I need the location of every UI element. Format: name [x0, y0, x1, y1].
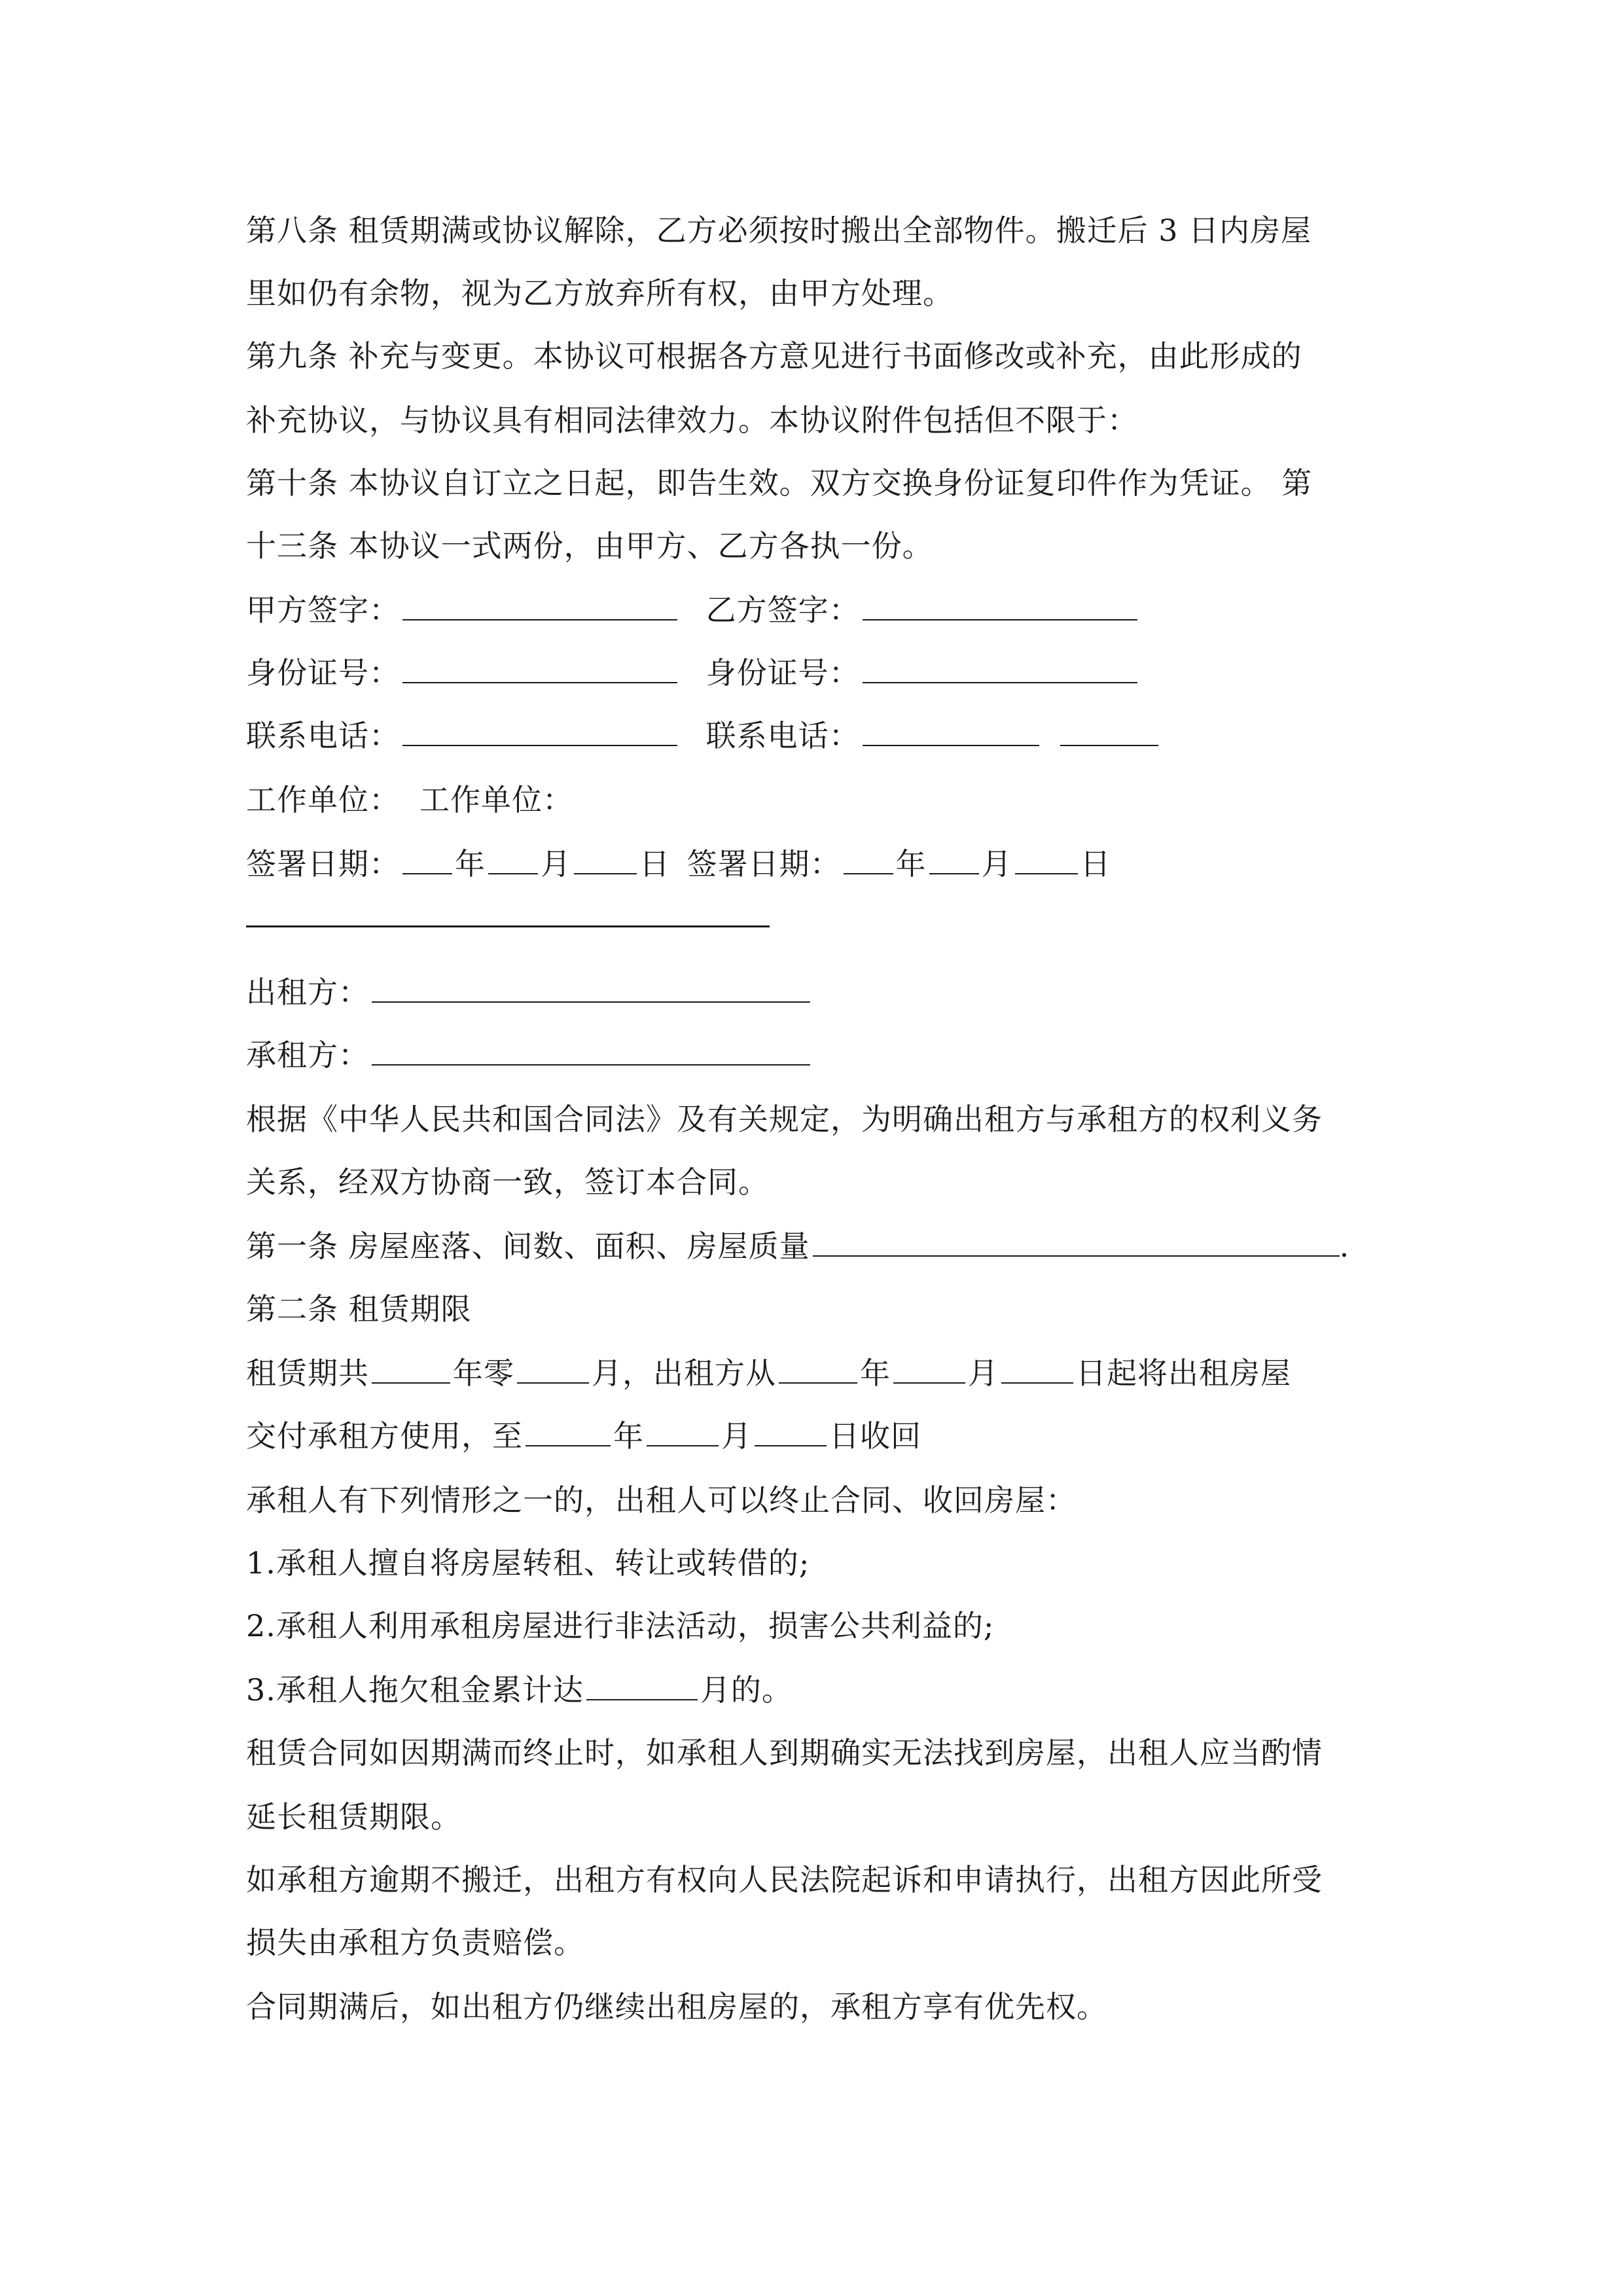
day-label: 日: [639, 846, 670, 882]
lessee-line: [372, 1035, 810, 1066]
party-a-work-label: 工作单位：: [246, 782, 400, 817]
lessee-label: 承租方：: [246, 1037, 369, 1073]
year-label: 年: [895, 846, 927, 882]
extend-line-2: 延长租赁期限。: [246, 1799, 461, 1835]
priority-line: 合同期满后，如出租方仍继续出租房屋的，承租方享有优先权。: [246, 1989, 1107, 2024]
signature-row: [246, 590, 1140, 630]
party-b-signature-label: 乙方签字：: [705, 592, 860, 628]
item-3-text: 3.承租人拖欠租金累计达: [246, 1672, 584, 1708]
party-b-signature-line: [863, 590, 1137, 620]
party-b-day-blank: [1015, 844, 1078, 874]
article-9-line-1: 第九条 补充与变更。本协议可根据各方意见进行书面修改或补充，由此形成的: [246, 338, 1302, 374]
term-text-4: 年: [860, 1355, 891, 1391]
party-a-month-blank: [488, 844, 538, 874]
month-label: 月: [981, 846, 1012, 882]
term-text-2: 年零: [453, 1355, 514, 1391]
term2-text-3: 月: [721, 1418, 752, 1454]
section-divider: [246, 925, 770, 927]
id-number-row: [246, 653, 1140, 692]
party-a-phone-line: [402, 716, 677, 746]
article-9-line-2: 补充协议，与协议具有相同法律效力。本协议附件包括但不限于：: [246, 403, 1138, 438]
term-months-blank: [517, 1354, 589, 1384]
party-b-phone-line: [863, 716, 1039, 746]
start-month-blank: [893, 1354, 965, 1384]
article-1-text: 第一条 房屋座落、间数、面积、房屋质量: [246, 1229, 810, 1264]
term-text-1: 租赁期共: [246, 1355, 369, 1391]
term-line-1: [246, 1354, 1291, 1393]
extend-line-1: 租赁合同如因期满而终止时，如承租人到期确实无法找到房屋，出租人应当酌情: [246, 1735, 1323, 1770]
lessee-row: [246, 1035, 813, 1075]
term2-text-1: 交付承租方使用，至: [246, 1418, 523, 1454]
article-8-line-1: 第八条 租赁期满或协议解除，乙方必须按时搬出全部物件。搬迁后 3 日内房屋: [246, 213, 1312, 248]
term-text-5: 月: [968, 1355, 999, 1391]
term-line-2: [246, 1416, 921, 1456]
terminate-item-1: 1.承租人擅自将房屋转租、转让或转借的;: [246, 1545, 810, 1581]
lessor-label: 出租方：: [246, 975, 369, 1010]
terminate-intro: 承租人有下列情形之一的，出租人可以终止合同、收回房屋：: [246, 1482, 1077, 1518]
end-year-blank: [526, 1416, 611, 1446]
party-b-id-label: 身份证号：: [705, 655, 860, 691]
lessor-line: [372, 973, 810, 1003]
article-1-line: [813, 1227, 1340, 1257]
term-text-3: 月，出租方从: [592, 1355, 776, 1391]
start-year-blank: [779, 1354, 857, 1384]
arrears-months-blank: [586, 1670, 698, 1700]
phone-row: [246, 716, 1161, 755]
party-b-year-blank: [844, 844, 893, 874]
article-1-period: .: [1339, 1229, 1350, 1264]
party-a-id-label: 身份证号：: [246, 655, 400, 691]
party-b-id-line: [863, 653, 1137, 683]
article-1-row: [246, 1227, 1349, 1266]
overdue-line-1: 如承租方逾期不搬迁，出租方有权向人民法院起诉和申请执行，出租方因此所受: [246, 1862, 1323, 1897]
party-a-id-line: [402, 653, 677, 683]
article-2-title: 第二条 租赁期限: [246, 1291, 472, 1327]
term-years-blank: [372, 1354, 450, 1384]
party-a-date-label: 签署日期：: [246, 846, 400, 882]
party-a-signature-line: [402, 590, 677, 620]
party-a-signature-label: 甲方签字：: [246, 592, 400, 628]
party-b-work-label: 工作单位：: [419, 782, 573, 817]
lessor-row: [246, 973, 813, 1012]
preamble-line-2: 关系，经双方协商一致，签订本合同。: [246, 1164, 769, 1200]
party-b-phone-line-2: [1060, 716, 1158, 746]
end-month-blank: [647, 1416, 719, 1446]
article-8-line-2: 里如仍有余物，视为乙方放弃所有权，由甲方处理。: [246, 276, 954, 311]
item-3-end: 月的。: [700, 1672, 793, 1708]
party-b-date-label: 签署日期：: [687, 846, 841, 882]
preamble-line-1: 根据《中华人民共和国合同法》及有关规定，为明确出租方与承租方的权利义务: [246, 1102, 1323, 1137]
term2-text-2: 年: [613, 1418, 644, 1454]
party-a-phone-label: 联系电话：: [246, 718, 400, 753]
party-a-day-blank: [574, 844, 637, 874]
terminate-item-3: [246, 1670, 793, 1710]
year-label: 年: [455, 846, 486, 882]
party-a-year-blank: [402, 844, 452, 874]
party-b-phone-label: 联系电话：: [705, 718, 860, 753]
article-13-line: 十三条 本协议一式两份，由甲方、乙方各执一份。: [246, 528, 933, 564]
party-b-month-blank: [929, 844, 979, 874]
terminate-item-2: 2.承租人利用承租房屋进行非法活动，损害公共利益的;: [246, 1608, 995, 1643]
start-day-blank: [1001, 1354, 1073, 1384]
signing-date-row: [246, 844, 1111, 884]
term2-text-4: 日收回: [829, 1418, 921, 1454]
term-text-6: 日起将出租房屋: [1076, 1355, 1291, 1391]
article-10-line-1: 第十条 本协议自订立之日起，即告生效。双方交换身份证复印件作为凭证。 第: [246, 465, 1313, 501]
month-label: 月: [541, 846, 571, 882]
day-label: 日: [1080, 846, 1111, 882]
end-day-blank: [755, 1416, 827, 1446]
work-unit-row: [246, 780, 573, 819]
overdue-line-2: 损失由承租方负责赔偿。: [246, 1925, 584, 1960]
